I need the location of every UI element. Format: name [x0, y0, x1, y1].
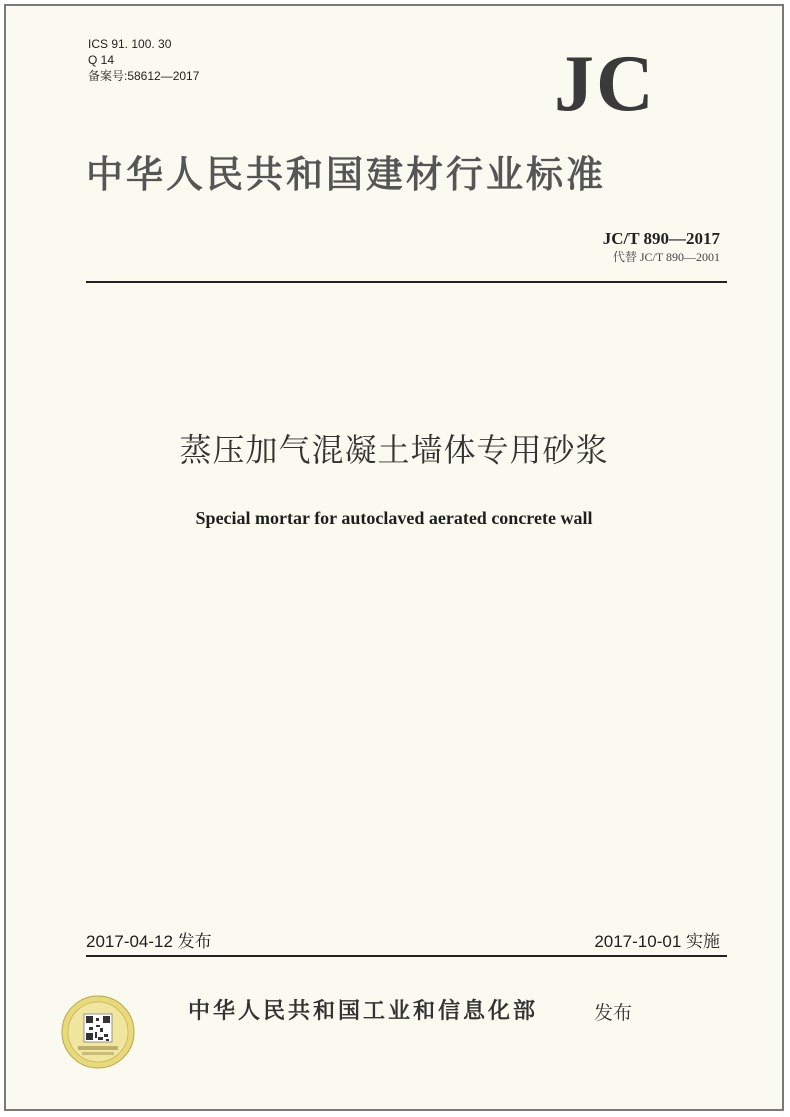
publish-label: 发布	[594, 1002, 633, 1024]
standard-category: 中华人民共和国建材行业标准	[86, 153, 606, 196]
standard-code-block	[603, 229, 720, 265]
replaces-code: 代替 JC/T 890—2001	[612, 250, 720, 264]
ics-code: ICS 91. 100. 30	[88, 37, 172, 51]
document-page	[4, 4, 784, 1111]
qr-seal-icon	[60, 994, 136, 1070]
standard-code: JC/T 890—2017	[602, 229, 720, 248]
record-number: 备案号:58612—2017	[88, 69, 200, 83]
top-divider	[86, 281, 727, 283]
effective-date: 2017-10-01 实施	[594, 932, 720, 951]
bottom-divider	[86, 955, 727, 957]
publisher-name: 中华人民共和国工业和信息化部	[188, 999, 539, 1024]
title-english: Special mortar for autoclaved aerated concrete wall	[195, 508, 593, 528]
ccs-code: Q 14	[88, 53, 115, 67]
issue-date: 2017-04-12 发布	[86, 932, 212, 951]
jc-logo: JC	[554, 40, 656, 128]
classification-block	[88, 36, 199, 84]
title-chinese: 蒸压加气混凝土墙体专用砂浆	[179, 431, 609, 469]
